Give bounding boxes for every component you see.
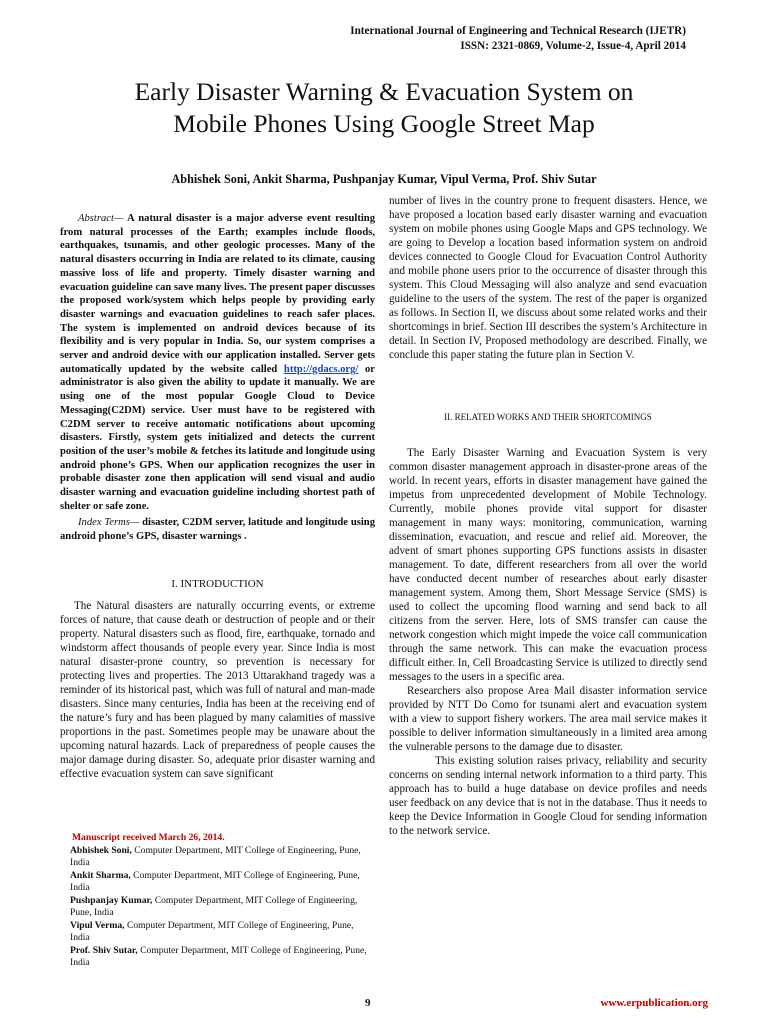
introduction-body (60, 599, 375, 781)
abstract (60, 212, 375, 513)
footnote-author-affil: Computer Department, MIT College of Engineering, Pune, India (70, 869, 360, 893)
right-column (389, 194, 707, 838)
related-works-paragraph-3: This existing solution raises privacy, reliability and security concerns on sending internal network information to a third party. This approach has to build a huge database on device profiles and needs user feedback on any device that is not in the database. Thus it needs to keep the Device Information in Google Cloud for sending information to the network service. (389, 755, 707, 837)
title-line-1: Early Disaster Warning & Evacuation System on (134, 77, 634, 106)
footnote (60, 832, 375, 970)
index-terms-text: disaster, C2DM server, latitude and longitude using android phone’s GPS, disaster warnings . (60, 517, 375, 543)
page-number: 9 (365, 997, 371, 1009)
footnote-author-name: Vipul Verma, (70, 919, 125, 931)
publisher-url: www.erpublication.org (600, 997, 708, 1009)
footnote-author-name: Ankit Sharma, (70, 869, 131, 881)
issn-line: ISSN: 2321-0869, Volume-2, Issue-4, April 2014 (460, 40, 686, 52)
footnote-author (60, 870, 375, 895)
footnote-author-name: Pushpanjay Kumar, (70, 894, 153, 906)
footnote-author (60, 845, 375, 870)
author-list: Abhishek Soni, Ankit Sharma, Pushpanjay Kumar, Vipul Verma, Prof. Shiv Sutar (171, 172, 597, 186)
related-works-paragraph-2: Researchers also propose Area Mail disaster information service provided by NTT Do Como for tsunami alert and evacuation system with a view to support fishery workers. The area mail service makes it possible to deliver information simultaneously in a limited area among the vulnerable persons to the damage due to disaster. (389, 685, 707, 753)
footnote-author (60, 920, 375, 945)
manuscript-received: Manuscript received March 26, 2014. (72, 832, 225, 843)
footnote-author-affil: Computer Department, MIT College of Engineering, Pune, India (70, 919, 354, 943)
section-heading-related-works: II. RELATED WORKS AND THEIR SHORTCOMINGS (444, 412, 652, 422)
footnote-author-name: Prof. Shiv Sutar, (70, 944, 138, 956)
running-header (350, 24, 686, 54)
abstract-text-2: or administrator is also given the ability to update it manually. We are using one of the most popular Google Cloud to Device Messaging(C2DM) service. User must have to be registered with C2DM server to receive automatic notifications about upcoming disasters. Firstly, system gets initialized and detects the current position of the user’s mobile & fetches its latitude and longitude using android phone’s GPS. When our application recognizes the user in probable disaster zone then application will send visual and audio disaster warning and evacuation guideline including shortest path of shelter or safe zone. (60, 363, 375, 512)
journal-name: International Journal of Engineering and Technical Research (IJETR) (350, 25, 686, 37)
footnote-author (60, 895, 375, 920)
footnote-author (60, 945, 375, 970)
abstract-label: Abstract— (78, 213, 124, 224)
related-works-paragraph-1: The Early Disaster Warning and Evacuation System is very common disaster management approach in disaster-prone areas of the world. In recent years, efforts in disaster management have gained the impetus from unprecedented development of Mobile Technology. Currently, mobile phones provide vital support for disaster management in many ways: monitoring, communication, warning dissemination, evacuation, and rescue and relief aid. Moreover, the advent of smart phones supporting GPS functions assists in disaster management. To date, different researchers from all over the world have conducted decent number of researches about early disaster management system. Among them, Short Message Service (SMS) is used to collect the upcoming flood warning and send back to all citizens from the server. Here, lots of SMS transfer can cause the network congestion which might impede the voice call communication through the same network. This can make the evacuation process difficult either. In, Cell Broadcasting Service is utilized to directly send messages to the users in a specific area. (389, 447, 707, 683)
title-line-2: Mobile Phones Using Google Street Map (173, 109, 595, 138)
index-terms-label: Index Terms— (78, 517, 140, 529)
abstract-text-1: A natural disaster is a major adverse event resulting from natural processes of the Earth; examples include floods, earthquakes, tsunamis, and other geologic processes. Many of the natural disasters occurring in India are related to its climate, causing massive loss of life and property. Timely disaster warning and evacuation guideline can save many lives. The present paper discusses the proposed work/system which helps people by providing early disaster warnings and evacuation guidelines to reach safer places. The system is implemented on android devices because of its flexibility and is very popular in India. So, our system comprises a server and android device with our application installed. Server gets automatically updated by the website called (60, 213, 375, 375)
introduction-continued: number of lives in the country prone to frequent disasters. Hence, we have proposed a location based early disaster warning and evacuation system on mobile phones using Google Maps and GPS technology. We are going to Develop a location based information system on android devices connected to Google Cloud for Evacuation Control Authority and mobile phone users prior to the occurrence of disaster through this system. This Cloud Messaging will also analyze and send evacuation guideline to the users of the system. The rest of the paper is organized as follows. In Section II, we discuss about some related works and their shortcomings in brief. Section III describes the system’s Architecture in detail. In Section IV, Proposed methodology are described. Finally, we conclude this paper stating the future plan in Section V. (389, 195, 707, 361)
left-column (60, 212, 375, 781)
introduction-paragraph: The Natural disasters are naturally occurring events, or extreme forces of nature, that cause death or destruction of people and or their property. Natural disasters such as flood, fire, earthquake, tornado and windstorm affect thousands of people every year. Since India is most natural disaster-prone country, so prevention is necessary for protecting lives and properties. The 2013 Uttarakhand tragedy was a reminder of its historical past, which was full of natural and man-made disasters. Since many centuries, India has been at the receiving end of the nature’s fury and has been plagued by many calamities of massive proportions in the past. Sometimes people may be unaware about the upcoming natural hazards. Lack of preparedness of people causes the major damage during disaster. So, adequate prior disaster warning and effective evacuation system can save significant (60, 599, 375, 780)
paper-title (60, 76, 708, 140)
section-heading-introduction: I. INTRODUCTION (171, 577, 264, 590)
footnote-author-affil: Computer Department, MIT College of Engineering, Pune, India (70, 844, 361, 868)
footnote-author-affil: Computer Department, MIT College of Engineering, Pune, India (70, 944, 367, 968)
footnote-author-affil: Computer Department, MIT College of Engineering, Pune, India (70, 894, 358, 918)
gdacs-link[interactable]: http://gdacs.org/ (283, 363, 359, 375)
footnote-author-name: Abhishek Soni, (70, 844, 132, 856)
index-terms (60, 516, 375, 543)
